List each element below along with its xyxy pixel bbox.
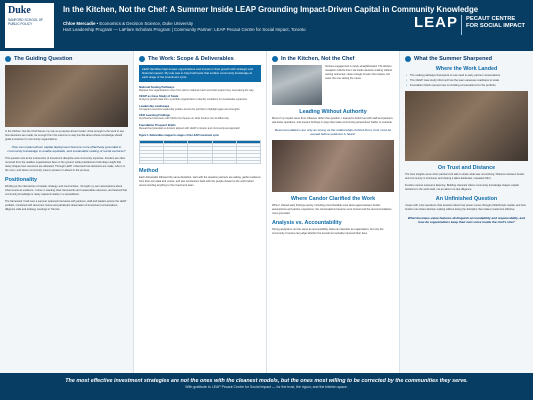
leading-text: Most of my impact came from influence rather than position. I learned to build trust with staff and partners, ask better questions, and present findings in ways that made community perspectives harder to overlook. [272, 117, 394, 124]
leap-logo-centre [466, 16, 525, 30]
leap-logo-word: LEAP [414, 14, 459, 31]
positionality-text-2: The framework I built over a summer spanned interviews with partners, staff and leaders across the LEAP portfolio, combined with document review and participant observation of investment conversations, diligence calls and strategy meetings in Toronto. [5, 199, 127, 211]
section-title: In the Kitchen, Not the Chef [281, 56, 355, 62]
final-question: What business-value features distinguish accountability and responsibility, and how do organizations keep their own voice inside the chef's role? [407, 215, 526, 225]
leading-heading: Leading Without Authority [299, 109, 367, 115]
kitchen-intro [272, 65, 394, 105]
column-guiding-question [0, 51, 133, 373]
worked-bullet: • The CEGP case study informed how the team assesses readiness to scale. [405, 79, 528, 83]
author-affiliation: • Economics & Decision Science, Duke University [95, 21, 194, 26]
method-heading: Method [139, 168, 159, 175]
leap-logo-divider [461, 15, 462, 35]
footer-statement: The most effective investment strategies are not the ones with the cleanest models, but the ones most willing to be corrected by the communities they serve. [65, 378, 468, 384]
guiding-text: In the Kitchen, Not the Chef frames my role at a purpose-driven funder: close enough to the work to see how decisions are made, far enough from the outcome to stay humble about whose knowledge should guide investment in community organizations. [5, 130, 124, 141]
author-block [63, 21, 393, 34]
duke-logo-subtitle: SANFORD SCHOOL OF PUBLIC POLICY [8, 18, 44, 26]
reflection-photo [405, 91, 528, 161]
team-photo [272, 65, 322, 105]
deliverable-desc: Mapped how organizations move from pilot to national reach and what support they need along the way. [139, 88, 255, 92]
clarify-heading: Where Candor Clarified the Work [290, 195, 376, 202]
author-name: Chloe Mercadie [63, 21, 96, 26]
meeting-photo [272, 140, 394, 192]
method-text: Each deliverable followed the same discipline: start with the question partners are asking, gather evidence from their own data and voices, and test conclusions back with the people closest to the work before recommending anything to the investment team. [139, 176, 261, 188]
column-work-scope [133, 51, 266, 373]
section-bullet-icon [405, 56, 411, 62]
analysis-text: Strong analysis is not the same as accountability. Data can describe an organization, but only the community it serves can judge whether the investment actually improved their lives. [272, 227, 384, 235]
trust-text-1: The best insights came when partners felt safe to share what was not working. Distance between funder and community is structural, and closing it takes deliberate, repeated effort. [405, 172, 525, 180]
section-header-work [139, 56, 261, 62]
analysis-heading: Analysis vs. Accountability [272, 219, 342, 226]
trust-quote: Recommendations are only as strong as the relationships behind them; trust must be earned before evidence is heard. [274, 128, 392, 137]
column-summer-sharpened [399, 51, 533, 373]
positionality-text-1: Working at the intersection of capital, strategy, and communities, I brought my own assumptions about what counts as evidence. I came in wanting clear frameworks and measurable outcomes, and learned that community knowledge is rarely captured neatly in a spreadsheet. [5, 184, 127, 196]
positionality-heading: Positionality [5, 176, 38, 183]
poster-footer [0, 373, 533, 400]
footer-acknowledgement: With gratitude to LEAP Pecaut Centre for Social Impact — for the trust, the rigour, and the kitchen space. [185, 385, 348, 389]
unfinished-heading: An Unfinished Question [435, 195, 498, 202]
deliverable-title: National Scaling Pathways [139, 84, 175, 89]
duke-logo-word: Duke [8, 5, 31, 16]
worked-heading: Where the Work Landed [435, 66, 498, 72]
deliverable-desc: Compared executive leadership profiles across the portfolio to highlight gaps and strengths. [139, 107, 241, 111]
section-header-sharpened [405, 56, 528, 62]
deliverable-title: Leadership Landscape [139, 103, 170, 108]
leap-centre-line1: PECAUT CENTRE [466, 16, 516, 22]
poster-title: In the Kitchen, Not the Chef: A Summer Inside LEAP Grounding Impact-Driven Capital in Community Knowledge [63, 5, 479, 14]
section-title: What the Summer Sharpened [414, 56, 493, 62]
poster-header [0, 0, 533, 51]
section-title: The Work: Scope & Deliverables [148, 56, 234, 62]
table-caption: Figure 1. Deliverables mapped to stages of the LEAP investment cycle [139, 133, 219, 137]
office-photo [5, 65, 128, 127]
trust-text-2: Funders cannot outsource listening. Building channels where community knowledge shapes capital decisions is the work itself, not an add-on to due diligence. [405, 183, 519, 191]
work-callout: LEAP identifies high-impact organizations and invests in their growth with strategic and financial support. My role was to help build tools that surface community knowledge at each stage of the investment cycle. [139, 65, 261, 82]
section-header-guiding [5, 56, 128, 62]
deliverable-desc: Analyzed growth data from a portfolio organization to identify conditions for sustainable expansion. [139, 98, 248, 102]
section-header-kitchen [272, 56, 394, 62]
deliverables-list [139, 85, 261, 131]
unfinished-text: I leave with more questions than answers about how power moves through philanthropic capital, and how funders can share decision-making without losing the discipline that makes investment effective. [405, 203, 526, 211]
deliverable-title: CEO Learning Findings [139, 113, 171, 118]
context-text: This question sits at the intersection of investment discipline and community expertise. Funders are often removed from the realities organizations face on the ground, while practitioners hold deep insight that rarely shapes how resources are allocated. Through LEAP I observed how decisions are made, who is in the room, and where community voice is present or absent in the process. [5, 156, 126, 172]
section-title: The Guiding Question [14, 56, 73, 62]
deliverables-table [139, 140, 261, 165]
leap-logo [414, 9, 527, 43]
trust-heading: On Trust and Distance [437, 164, 496, 171]
column-in-the-kitchen [266, 51, 399, 373]
deliverable-title: Foundation Prospect Briefs [139, 122, 176, 127]
deliverable-title: CEGP as Case Study of Scale [139, 94, 179, 99]
guiding-question-text: How can impact-driven capital deployment become more effectively grounded in community knowledge to enable equitable, and sustainable scaling of social ventures? [7, 145, 126, 154]
section-bullet-icon [272, 56, 278, 62]
deliverable-desc: Synthesized interviews with CEOs into themes on what funders can do differently. [139, 117, 230, 121]
duke-sanford-logo [5, 3, 54, 48]
section-bullet-icon [5, 56, 11, 62]
section-bullet-icon [139, 56, 145, 62]
clarify-text: When I shared early findings openly, including uncomfortable ones about gaps between funder assumptions and partner experience, the conversations became more honest and the recommendations more grounded. [272, 203, 392, 215]
worked-bullet: • The scaling pathways framework is now used in early partner conversations. [405, 74, 528, 78]
program-line: Hart Leadership Program — LaFlare Scholars Program | Community Partner: LEAP Pecaut Centre for Social Impact, Toronto [63, 27, 306, 33]
worked-bullet: • Foundation briefs opened new co-funding conversations for the portfolio. [405, 84, 528, 88]
deliverable-desc: Researched potential co-funders aligned with LEAP's mission and community-led approach. [139, 126, 241, 130]
leap-centre-line2: FOR SOCIAL IMPACT [466, 23, 526, 29]
kitchen-text: Venture engagement is rarely straightforward. The kitchen metaphor reflects how I sat inside decision-making without owning outcomes: close enough to learn the recipes, but never the one setting the menu. [325, 65, 393, 80]
